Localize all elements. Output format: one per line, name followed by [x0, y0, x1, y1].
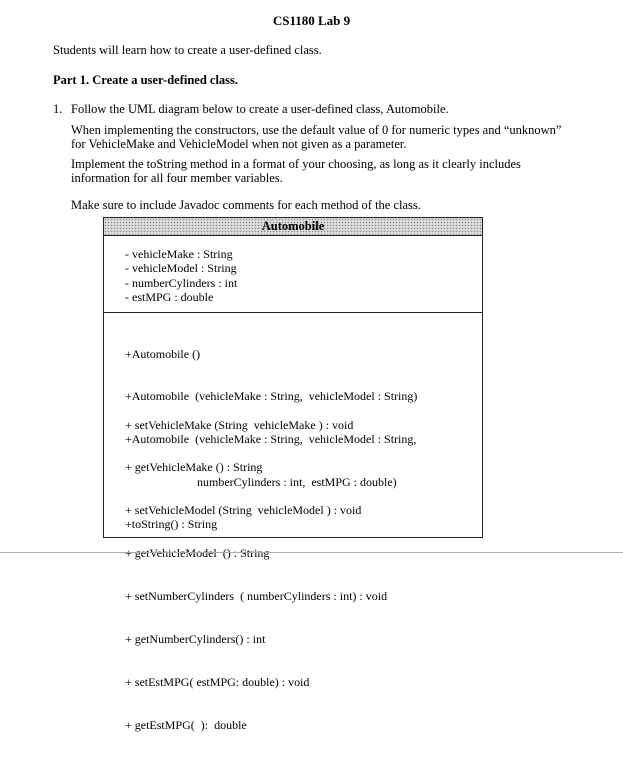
uml-constructor: +Automobile (vehicleMake : String, vehicleModel : String,: [125, 432, 417, 447]
list-number: 1.: [53, 102, 63, 116]
uml-method: + getVehicleMake () : String: [125, 460, 263, 475]
uml-method: + getNumberCylinders() : int: [125, 632, 266, 647]
uml-constructor: +Automobile (): [125, 346, 201, 361]
paragraph-line: When implementing the constructors, use the default value of 0 for numeric types and “unknown”: [71, 123, 562, 137]
uml-method: + setEstMPG( estMPG: double) : void: [125, 674, 310, 689]
uml-method: + setNumberCylinders ( numberCylinders : int) : void: [125, 589, 388, 604]
uml-class-name: Automobile: [104, 218, 482, 236]
intro-text: Students will learn how to create a user-defined class.: [53, 43, 322, 57]
constructor-instructions: [71, 123, 561, 151]
uml-attribute: - vehicleMake : String: [125, 247, 233, 261]
tostring-instructions: [71, 157, 521, 185]
uml-section-divider: [104, 312, 482, 313]
paragraph-line: Implement the toString method in a format of your choosing, as long as it clearly includes: [71, 157, 521, 171]
uml-methods: [125, 389, 387, 761]
uml-attribute: - estMPG : double: [125, 289, 214, 304]
uml-attributes: [125, 247, 237, 304]
uml-tostring-method: +toString() : String: [125, 517, 218, 531]
uml-method: + setVehicleModel (String vehicleModel ) : void: [125, 503, 362, 518]
page-bottom-divider: [0, 552, 623, 553]
list-item-text: Follow the UML diagram below to create a user-defined class, Automobile.: [71, 102, 449, 116]
page-title: CS1180 Lab 9: [272, 13, 351, 28]
paragraph-line: for VehicleMake and VehicleModel when not given as a parameter.: [71, 137, 407, 151]
paragraph-line: information for all four member variables.: [71, 171, 283, 185]
uml-constructor: +Automobile (vehicleMake : String, vehicleModel : String): [125, 389, 418, 404]
uml-constructor: numberCylinders : int, estMPG : double): [125, 475, 397, 490]
uml-attribute: - vehicleModel : String: [125, 261, 237, 276]
uml-diagram: [103, 217, 483, 732]
uml-method: + getVehicleModel () : String: [125, 546, 270, 561]
uml-method: + getEstMPG( ): double: [125, 717, 247, 732]
uml-method: + setVehicleMake (String vehicleMake ) : void: [125, 417, 354, 432]
javadoc-instructions: Make sure to include Javadoc comments for each method of the class.: [71, 198, 421, 212]
part-heading: Part 1. Create a user-defined class.: [53, 73, 239, 87]
uml-attribute: - numberCylinders : int: [125, 275, 238, 290]
